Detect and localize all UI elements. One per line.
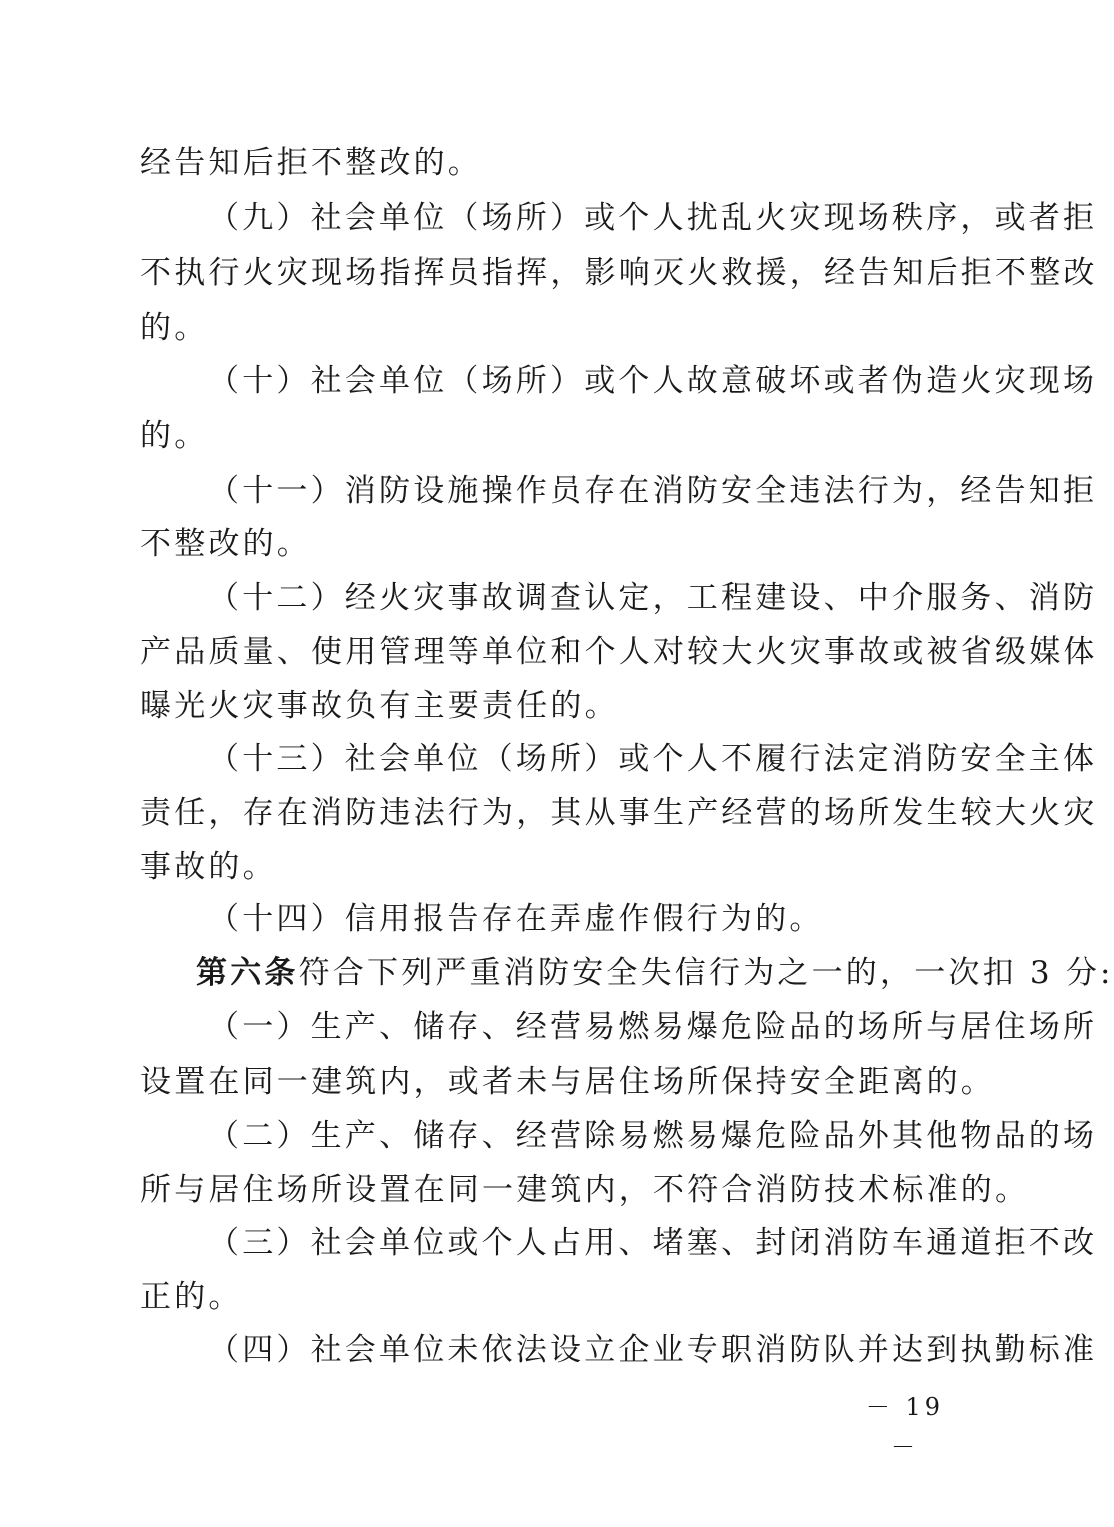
article-six-line <box>196 947 1114 999</box>
text-line-8: 不整改的。 <box>140 526 311 562</box>
text-line-3: 不执行火灾现场指挥员指挥，影响灭火救援，经告知后拒不整改 <box>140 255 1098 291</box>
text-line-11: 曝光火灾事故负有主要责任的。 <box>140 688 619 724</box>
text-line-22: 正的。 <box>140 1279 243 1315</box>
article-text: 符合下列严重消防安全失信行为之一的，一次扣 3 分: <box>298 955 1114 991</box>
text-line-14: 事故的。 <box>140 849 277 885</box>
text-line-13: 责任，存在消防违法行为，其从事生产经营的场所发生较大火灾 <box>140 795 1098 831</box>
text-line-7: （十一）消防设施操作员存在消防安全违法行为，经告知拒 <box>208 473 1098 509</box>
text-line-18: 设置在同一建筑内，或者未与居住场所保持安全距离的。 <box>140 1064 995 1100</box>
page-number: － 19 － <box>865 1393 945 1461</box>
text-line-4: 的。 <box>140 310 209 346</box>
text-line-20: 所与居住场所设置在同一建筑内，不符合消防技术标准的。 <box>140 1172 1030 1208</box>
text-line-21: （三）社会单位或个人占用、堵塞、封闭消防车通道拒不改 <box>208 1225 1098 1261</box>
text-line-5: （十）社会单位（场所）或个人故意破坏或者伪造火灾现场 <box>208 363 1098 399</box>
text-line-19: （二）生产、储存、经营除易燃易爆危险品外其他物品的场 <box>208 1118 1098 1154</box>
text-line-2: （九）社会单位（场所）或个人扰乱火灾现场秩序，或者拒 <box>208 200 1098 236</box>
text-line-23: （四）社会单位未依法设立企业专职消防队并达到执勤标准 <box>208 1332 1098 1368</box>
text-line-15: （十四）信用报告存在弄虚作假行为的。 <box>208 901 824 937</box>
text-line-17: （一）生产、储存、经营易燃易爆危险品的场所与居住场所 <box>208 1009 1098 1045</box>
text-line-12: （十三）社会单位（场所）或个人不履行法定消防安全主体 <box>208 741 1098 777</box>
text-line-1: 经告知后拒不整改的。 <box>140 145 482 181</box>
article-heading: 第六条 <box>196 955 299 991</box>
text-line-10: 产品质量、使用管理等单位和个人对较大火灾事故或被省级媒体 <box>140 634 1098 670</box>
text-line-6: 的。 <box>140 418 209 454</box>
text-line-9: （十二）经火灾事故调查认定，工程建设、中介服务、消防 <box>208 580 1098 616</box>
